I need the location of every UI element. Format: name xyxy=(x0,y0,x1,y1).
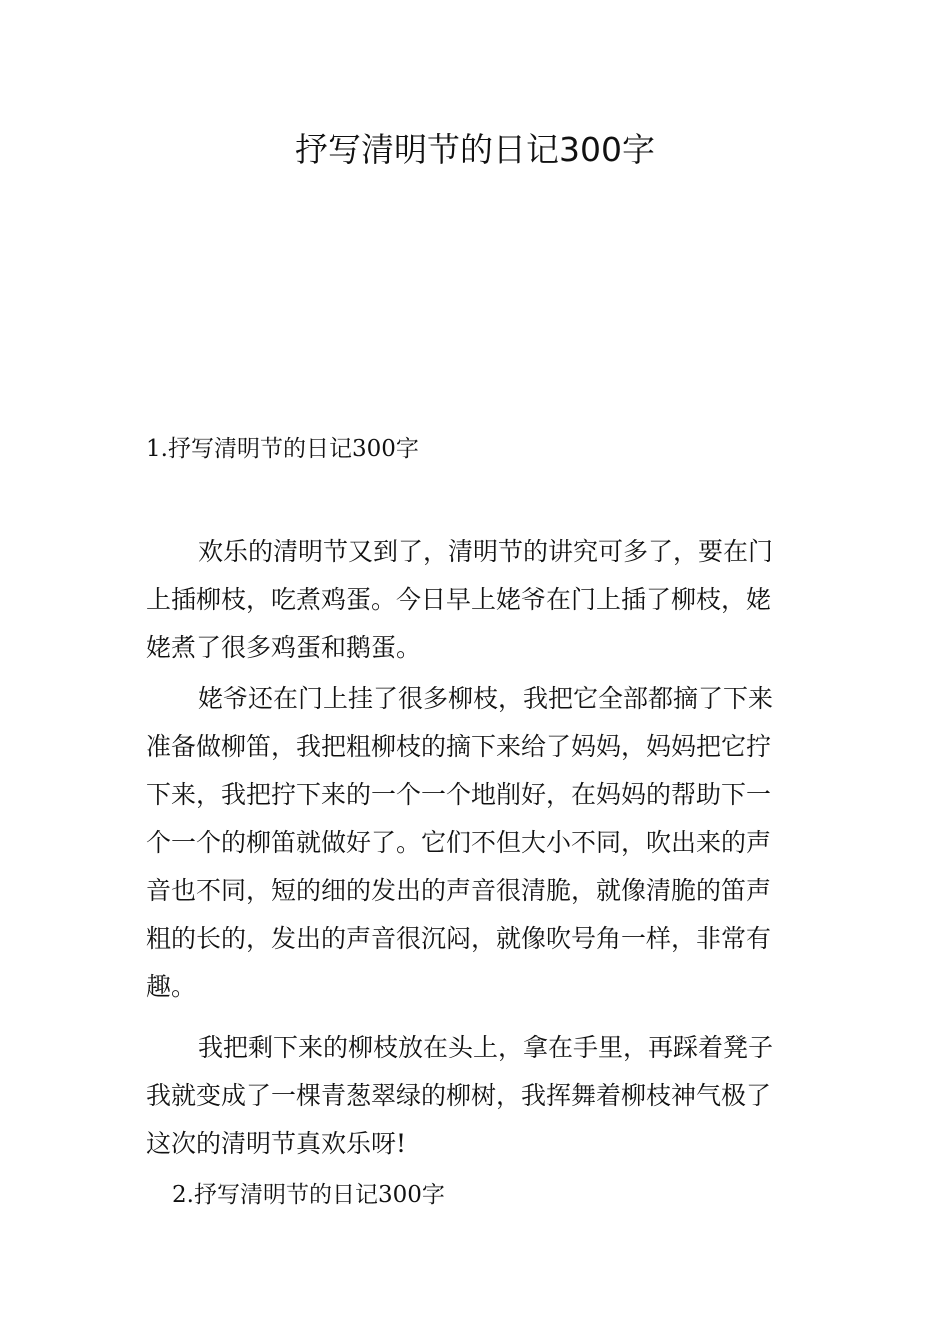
paragraph-line: 个一个的柳笛就做好了。它们不但大小不同，吹出来的声 xyxy=(146,828,772,857)
paragraph-1 xyxy=(146,528,806,672)
paragraph-3 xyxy=(146,1024,806,1168)
paragraph-line: 下来，我把拧下来的一个一个地削好，在妈妈的帮助下一 xyxy=(146,780,772,809)
paragraph-line: 欢乐的清明节又到了，清明节的讲究可多了，要在门 xyxy=(198,537,774,566)
paragraph-line: 粗的长的，发出的声音很沉闷，就像吹号角一样，非常有 xyxy=(146,924,772,953)
section-heading-1: 1.抒写清明节的日记300字 xyxy=(146,436,419,462)
paragraph-line: 姥煮了很多鸡蛋和鹅蛋。 xyxy=(146,633,422,662)
paragraph-line: 趣。 xyxy=(146,972,197,1001)
paragraph-line: 准备做柳笛，我把粗柳枝的摘下来给了妈妈，妈妈把它拧 xyxy=(146,732,772,761)
paragraph-line: 姥爷还在门上挂了很多柳枝，我把它全部都摘了下来 xyxy=(198,684,774,713)
document-title: 抒写清明节的日记300字 xyxy=(295,130,655,169)
paragraph-line: 我就变成了一棵青葱翠绿的柳树，我挥舞着柳枝神气极了 xyxy=(146,1081,772,1110)
paragraph-line: 音也不同，短的细的发出的声音很清脆，就像清脆的笛声 xyxy=(146,876,772,905)
paragraph-line: 这次的清明节真欢乐呀! xyxy=(146,1129,407,1158)
paragraph-line: 上插柳枝，吃煮鸡蛋。今日早上姥爷在门上插了柳枝，姥 xyxy=(146,585,772,614)
paragraph-line: 我把剩下来的柳枝放在头上，拿在手里，再踩着凳子 xyxy=(198,1033,774,1062)
paragraph-2 xyxy=(146,675,806,1011)
section-heading-2: 2.抒写清明节的日记300字 xyxy=(172,1182,445,1208)
